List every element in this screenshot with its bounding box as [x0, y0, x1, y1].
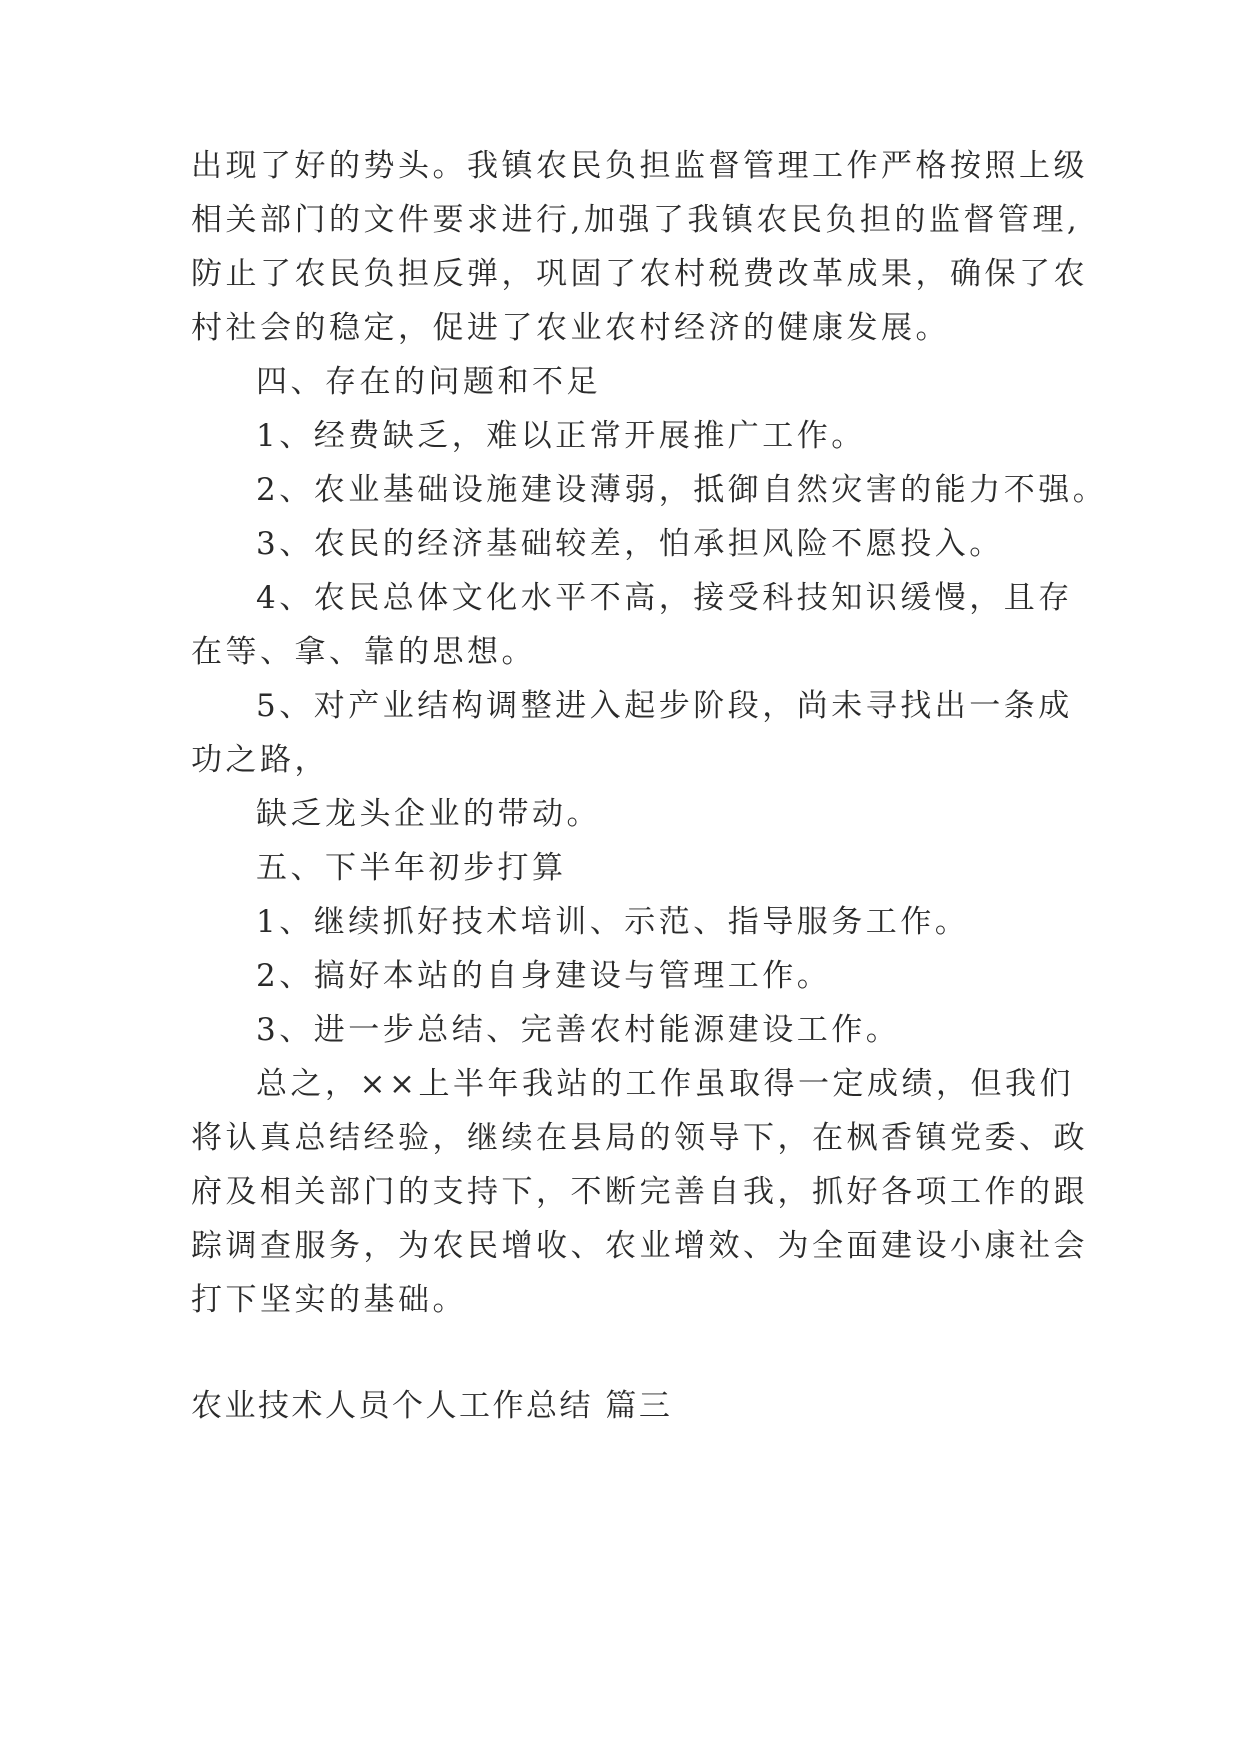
section-heading: 四、存在的问题和不足: [256, 364, 601, 400]
paragraph-line: 防止了农民负担反弹，巩固了农村税费改革成果，确保了农: [191, 256, 1088, 292]
list-item: 3、农民的经济基础较差，怕承担风险不愿投入。: [256, 526, 1004, 562]
list-item: 2、搞好本站的自身建设与管理工作。: [256, 958, 832, 994]
paragraph-line: 踪调查服务，为农民增收、农业增效、为全面建设小康社会: [191, 1228, 1088, 1264]
list-item: 3、进一步总结、完善农村能源建设工作。: [256, 1012, 901, 1048]
list-item: 4、农民总体文化水平不高，接受科技知识缓慢，且存: [256, 580, 1073, 616]
paragraph-line: 相关部门的文件要求进行,加强了我镇农民负担的监督管理,: [191, 202, 1081, 238]
paragraph-line: 村社会的稳定，促进了农业农村经济的健康发展。: [191, 310, 950, 346]
list-item-continuation: 功之路，: [191, 742, 329, 778]
paragraph-line: 将认真总结经验，继续在县局的领导下，在枫香镇党委、政: [191, 1120, 1088, 1156]
paragraph-line: 府及相关部门的支持下，不断完善自我，抓好各项工作的跟: [191, 1174, 1088, 1210]
section-heading: 五、下半年初步打算: [256, 850, 567, 886]
section-title: 农业技术人员个人工作总结 篇三: [191, 1388, 673, 1424]
list-item: 1、经费缺乏，难以正常开展推广工作。: [256, 418, 866, 454]
list-item: 5、对产业结构调整进入起步阶段，尚未寻找出一条成: [256, 688, 1073, 724]
list-item-continuation: 在等、拿、靠的思想。: [191, 634, 536, 670]
list-item: 2、农业基础设施建设薄弱，抵御自然灾害的能力不强。: [256, 472, 1108, 508]
paragraph-line: 出现了好的势头。我镇农民负担监督管理工作严格按照上级: [191, 148, 1088, 184]
list-item: 1、继续抓好技术培训、示范、指导服务工作。: [256, 904, 970, 940]
list-item-continuation: 缺乏龙头企业的带动。: [256, 796, 601, 832]
paragraph-line: 总之，××上半年我站的工作虽取得一定成绩，但我们: [256, 1066, 1074, 1102]
paragraph-line: 打下坚实的基础。: [191, 1282, 467, 1318]
